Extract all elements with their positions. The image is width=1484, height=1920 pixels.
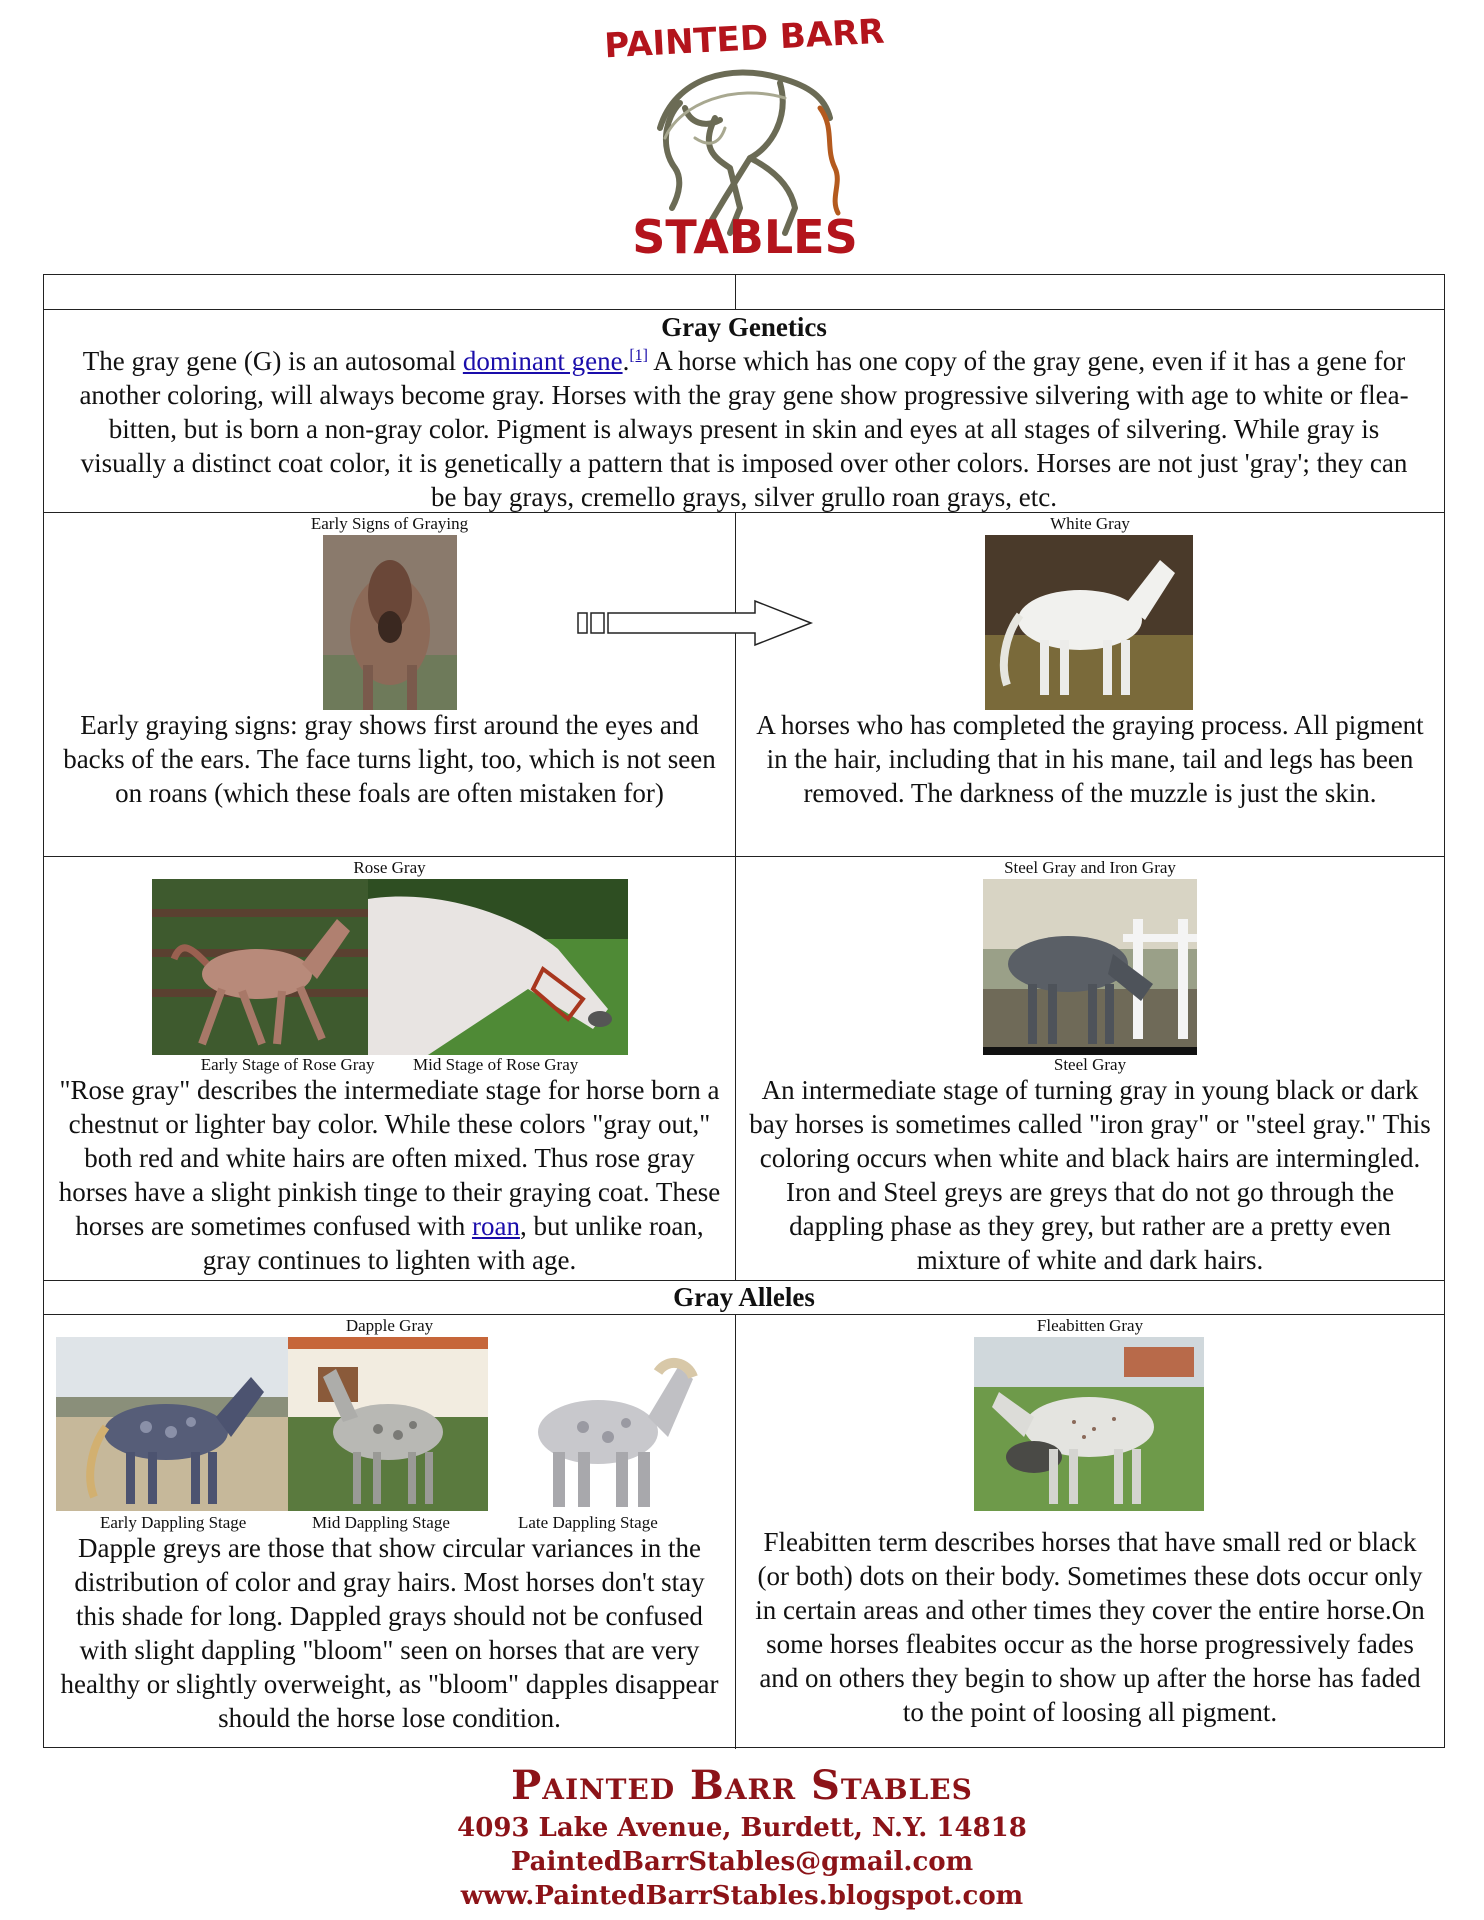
- early-rose-gray-caption: Early Stage of Rose Gray: [200, 1055, 375, 1074]
- rose-gray-text-end: , but unlike roan, gray continues to lighten with age.: [202, 1211, 704, 1275]
- footer-title: Painted Barr Stables: [511, 1762, 973, 1809]
- rose-gray-caption: Rose Gray: [353, 858, 426, 877]
- rose-gray-text: [52, 1073, 727, 1277]
- footer-address: 4093 Lake Avenue, Burdett, N.Y. 14818: [457, 1813, 1027, 1843]
- empty-top-row: [44, 275, 1444, 310]
- mid-dappling-photo: [288, 1337, 488, 1511]
- footnote-1-link[interactable]: [1]: [629, 347, 648, 364]
- early-dappling-caption: Early Dappling Stage: [100, 1513, 247, 1532]
- mid-rose-gray-photo: [368, 879, 628, 1055]
- roan-link[interactable]: roan: [471, 1211, 520, 1241]
- white-gray-caption: White Gray: [1050, 514, 1130, 533]
- gray-alleles-cell: [44, 1281, 1444, 1314]
- rose-gray-cell: [44, 857, 736, 1280]
- white-gray-cell: [736, 513, 1444, 856]
- steel-gray-caption: Steel Gray and Iron Gray: [1004, 858, 1176, 877]
- steel-gray-text: An intermediate stage of turning gray in young black or dark bay horses is sometimes called "iron gray" or "steel gray." This coloring occurs when white and black hairs are intermingled. Iron and Steel greys are greys that do not go through the dappling phase as they grey, but rather are a pretty even mixture of white and dark hairs.: [749, 1075, 1431, 1275]
- late-dappling-caption: Late Dappling Stage: [518, 1513, 658, 1532]
- early-signs-caption: Early Signs of Graying: [310, 514, 469, 533]
- intro-text-rest: A horse which has one copy of the gray gene, even if it has a gene for another coloring, will always become gray. Horses with the gray gene show progressive silvering with age to white or flea-bitten, but is born a non-gray color. Pigment is always present in skin and eyes at all stages of silvering. While gray is visually a distinct coat color, it is genetically a pattern that is imposed over other colors. Horses are not just 'gray'; they can be bay grays, cremello grays, silver grullo roan grays, etc.: [79, 346, 1409, 512]
- steel-gray-cell: [736, 857, 1444, 1280]
- empty-cell-right: [736, 275, 1444, 309]
- empty-cell-left: [44, 275, 736, 309]
- early-signs-cell: [44, 513, 736, 856]
- dapple-fleabitten-row: [44, 1315, 1444, 1749]
- mid-rose-gray-caption: Mid Stage of Rose Gray: [412, 1055, 579, 1074]
- white-gray-text: A horses who has completed the graying process. All pigment in the hair, including that in his mane, tail and legs has been removed. The darkness of the muzzle is just the skin.: [756, 710, 1424, 808]
- rose-gray-sub-captions: [44, 1055, 735, 1075]
- gray-alleles-heading: Gray Alleles: [673, 1282, 815, 1312]
- dapple-gray-cell: [44, 1315, 736, 1749]
- intro-period: .: [622, 346, 630, 376]
- painted-barr-logo: [603, 8, 886, 266]
- logo-top-text: PAINTED BARR: [603, 11, 886, 67]
- gray-genetics-table: [43, 274, 1445, 1748]
- logo-bottom-text: STABLES: [632, 210, 858, 264]
- early-graying-foal-photo: [323, 535, 457, 710]
- dapple-gray-text: Dapple greys are those that show circular variances in the distribution of color and gray hairs. Most horses don't stay this shade for long. Dappled grays should not be confused with slight dappling "bloom" seen on horses that are very healthy or slightly overweight, as "bloom" dapples disappear should the horse lose condition.: [60, 1533, 719, 1733]
- gray-genetics-row: [44, 310, 1444, 513]
- white-gray-horse-photo: [985, 535, 1193, 710]
- late-dappling-photo: [498, 1337, 718, 1511]
- steel-gray-sub-caption: Steel Gray: [1053, 1055, 1127, 1074]
- rose-gray-text-start: "Rose gray" describes the intermediate stage for horse born a chestnut or lighter bay color. While these colors "gray out," both red and white hairs are often mixed. Thus rose gray horses have a slight pinkish tinge to their graying coat. These horses are sometimes confused with: [58, 1075, 721, 1241]
- rose-steel-row: [44, 857, 1444, 1281]
- fleabitten-gray-caption: Fleabitten Gray: [1036, 1316, 1144, 1335]
- dapple-gray-caption: Dapple Gray: [345, 1316, 434, 1335]
- early-signs-text: Early graying signs: gray shows first around the eyes and backs of the ears. The face turns light, too, which is not seen on roans (which these foals are often mistaken for): [63, 710, 716, 808]
- intro-text-start: The gray gene (G) is an autosomal: [82, 346, 463, 376]
- dominant-gene-link[interactable]: dominant gene: [462, 346, 623, 376]
- gray-genetics-cell: [44, 310, 1444, 512]
- fleabitten-gray-photo: [974, 1337, 1204, 1511]
- gray-genetics-heading: Gray Genetics: [661, 312, 827, 342]
- early-white-row: [44, 513, 1444, 857]
- early-rose-gray-photo: [152, 879, 368, 1055]
- fleabitten-gray-text: Fleabitten term describes horses that have small red or black (or both) dots on their body. Sometimes these dots occur only in certain areas and other times they cover the entire horse.On some horses fleabites occur as the horse progressively fades and on others they begin to show up after the horse has faded to the point of loosing all pigment.: [755, 1527, 1425, 1727]
- early-dappling-photo: [56, 1337, 288, 1511]
- footer-email: PaintedBarrStables@gmail.com: [510, 1847, 974, 1877]
- gray-alleles-row: [44, 1281, 1444, 1315]
- mid-dappling-caption: Mid Dappling Stage: [312, 1513, 450, 1532]
- fleabitten-gray-cell: [736, 1315, 1444, 1749]
- footer-website: www.PaintedBarrStables.blogspot.com: [460, 1881, 1024, 1911]
- gray-genetics-intro: [66, 310, 1422, 514]
- steel-gray-horse-photo: [983, 879, 1197, 1055]
